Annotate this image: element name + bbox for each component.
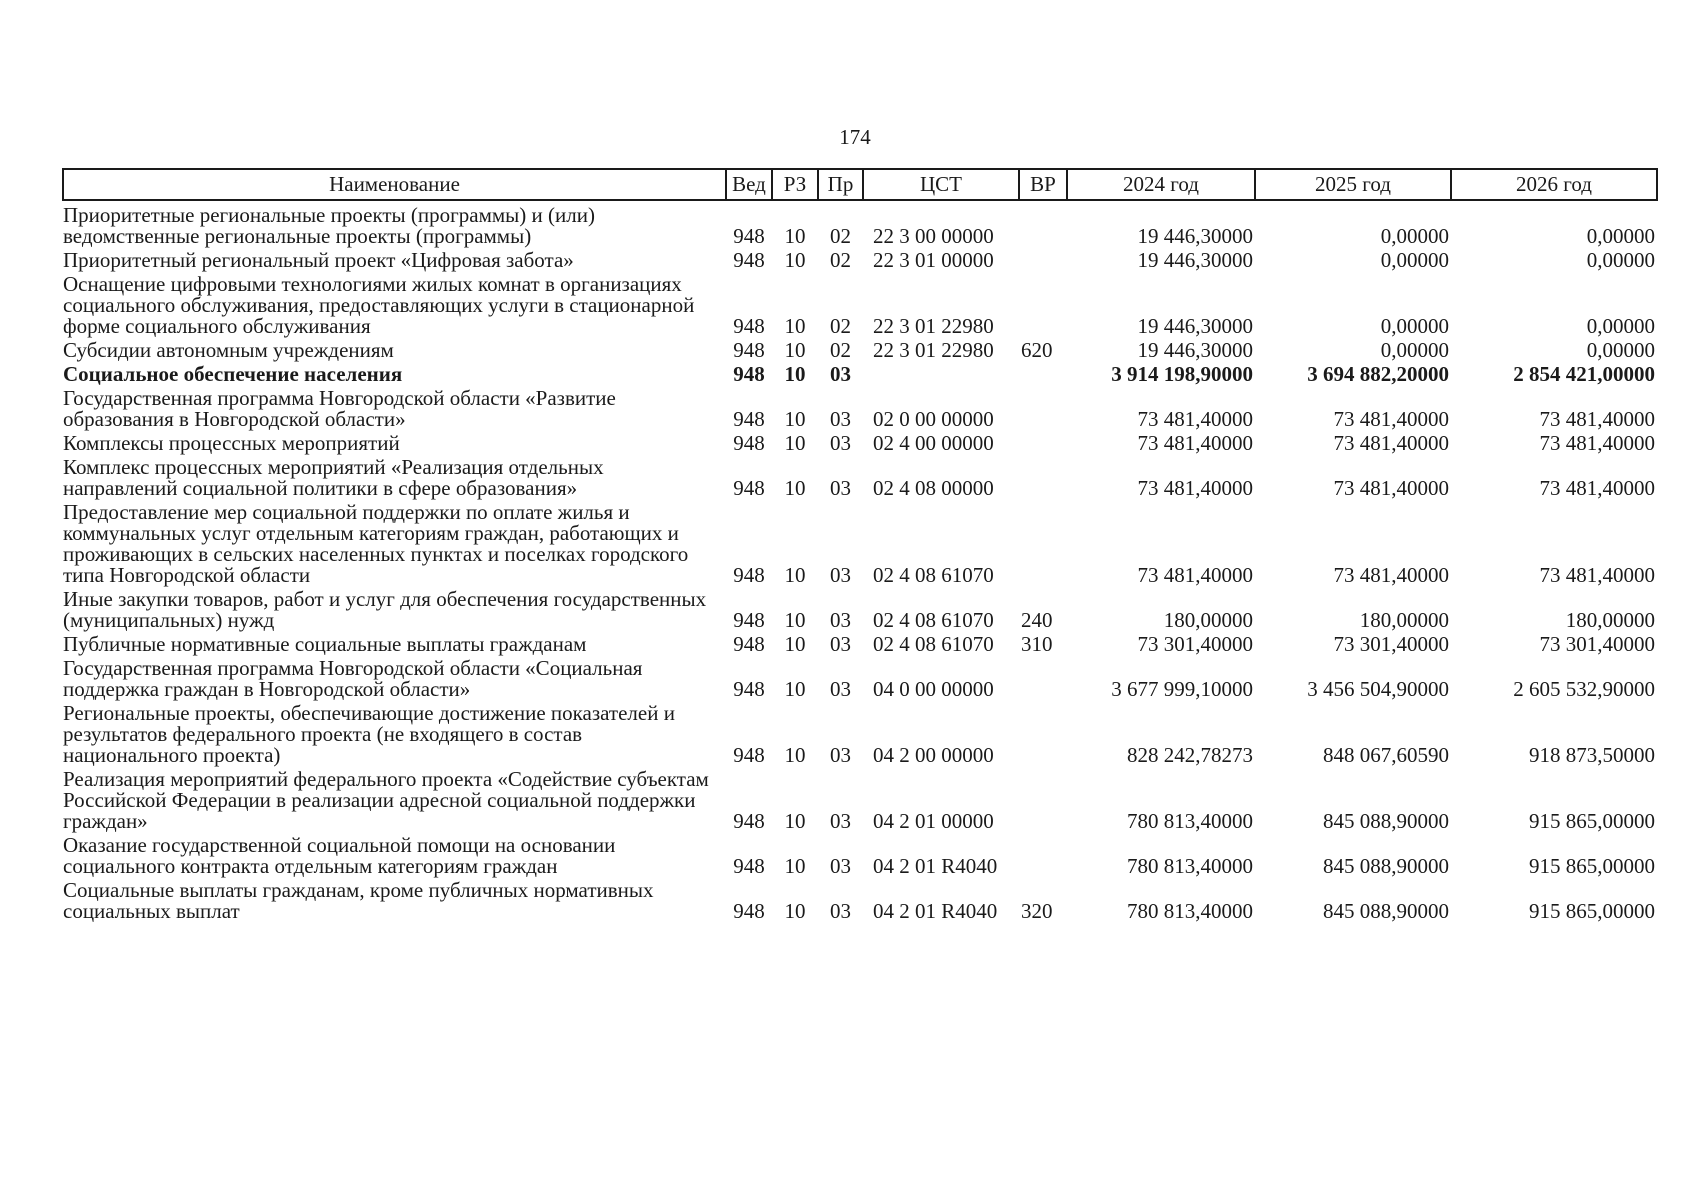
row-ved: 948 <box>733 632 765 656</box>
row-cst: 02 4 08 61070 <box>873 608 994 632</box>
row-pr: 03 <box>830 899 851 923</box>
row-ved: 948 <box>733 407 765 431</box>
row-name: Социальные выплаты гражданам, кроме публичных нормативных социальных выплат <box>63 878 654 923</box>
row-ved: 948 <box>733 362 765 386</box>
table-row <box>63 703 1657 769</box>
row-amount-2026: 73 481,40000 <box>1539 476 1655 500</box>
row-vr <box>1019 703 1067 769</box>
row-pr: 02 <box>830 224 851 248</box>
row-cst: 22 3 01 22980 <box>873 338 994 362</box>
row-vr: 240 <box>1021 608 1053 632</box>
row-amount-2025: 845 088,90000 <box>1323 809 1449 833</box>
row-amount-2024: 3 677 999,10000 <box>1111 677 1253 701</box>
row-amount-2026: 0,00000 <box>1586 224 1655 248</box>
table-row <box>63 658 1657 703</box>
row-pr: 03 <box>830 431 851 455</box>
row-vr <box>1019 388 1067 433</box>
row-amount-2025: 0,00000 <box>1380 224 1449 248</box>
row-name: Социальное обеспечение населения <box>63 362 403 386</box>
row-amount-2025: 73 481,40000 <box>1333 476 1449 500</box>
header-2025: 2025 год <box>1255 169 1451 200</box>
table-row <box>63 200 1657 250</box>
row-pr: 03 <box>830 809 851 833</box>
row-name: Приоритетные региональные проекты (программы) и (или) ведомственные региональные проекты (программы) <box>63 203 595 248</box>
row-amount-2024: 19 446,30000 <box>1137 248 1253 272</box>
row-pr: 03 <box>830 563 851 587</box>
row-amount-2025: 3 456 504,90000 <box>1307 677 1449 701</box>
header-2026: 2026 год <box>1451 169 1657 200</box>
row-vr <box>1019 502 1067 589</box>
page-number: 174 <box>839 125 871 149</box>
header-vr: ВР <box>1019 169 1067 200</box>
row-cst: 04 2 01 R4040 <box>873 899 998 923</box>
row-ved: 948 <box>733 608 765 632</box>
row-amount-2026: 2 854 421,00000 <box>1513 362 1655 386</box>
table-header <box>63 169 1657 200</box>
row-cst: 22 3 01 00000 <box>873 248 994 272</box>
row-ved: 948 <box>733 338 765 362</box>
row-amount-2024: 19 446,30000 <box>1137 338 1253 362</box>
row-name: Реализация мероприятий федерального проекта «Содействие субъектам Российской Федерации в реализации адресной социальной поддержки граждан» <box>63 767 709 833</box>
row-pr: 02 <box>830 314 851 338</box>
row-amount-2026: 73 481,40000 <box>1539 407 1655 431</box>
row-pr: 03 <box>830 854 851 878</box>
row-rz: 10 <box>784 224 806 248</box>
row-amount-2025: 73 481,40000 <box>1333 563 1449 587</box>
row-rz: 10 <box>784 362 806 386</box>
row-ved: 948 <box>733 809 765 833</box>
row-amount-2024: 73 481,40000 <box>1137 476 1253 500</box>
header-ved: Вед <box>726 169 772 200</box>
header-2024: 2024 год <box>1067 169 1255 200</box>
row-ved: 948 <box>733 677 765 701</box>
row-vr <box>1019 457 1067 502</box>
row-rz: 10 <box>784 407 806 431</box>
row-amount-2024: 19 446,30000 <box>1137 314 1253 338</box>
row-vr <box>1019 835 1067 880</box>
row-name: Региональные проекты, обеспечивающие достижение показателей и результатов федерального проекта (не входящего в состав национального проекта) <box>63 701 675 767</box>
row-name: Субсидии автономным учреждениям <box>63 338 394 362</box>
row-rz: 10 <box>784 632 806 656</box>
row-amount-2025: 0,00000 <box>1380 338 1449 362</box>
table-row <box>63 388 1657 433</box>
row-amount-2024: 780 813,40000 <box>1127 854 1253 878</box>
row-name: Предоставление мер социальной поддержки по оплате жилья и коммунальных услуг отдельным категориям граждан, работающих и проживающих в сельских населенных пунктах и поселках городского типа Новгородской области <box>63 500 689 587</box>
row-rz: 10 <box>784 608 806 632</box>
row-rz: 10 <box>784 854 806 878</box>
table-row <box>63 433 1657 457</box>
table-row <box>63 340 1657 364</box>
row-rz: 10 <box>784 899 806 923</box>
row-amount-2026: 918 873,50000 <box>1529 743 1655 767</box>
row-amount-2025: 73 481,40000 <box>1333 431 1449 455</box>
row-cst: 04 2 01 00000 <box>873 809 994 833</box>
row-amount-2025: 845 088,90000 <box>1323 854 1449 878</box>
budget-table <box>62 168 1658 925</box>
row-cst: 02 4 08 00000 <box>873 476 994 500</box>
table-row <box>63 364 1657 388</box>
row-cst: 02 0 00 00000 <box>873 407 994 431</box>
row-rz: 10 <box>784 476 806 500</box>
row-vr <box>1019 250 1067 274</box>
row-amount-2024: 73 481,40000 <box>1137 431 1253 455</box>
row-name: Публичные нормативные социальные выплаты гражданам <box>63 632 587 656</box>
row-rz: 10 <box>784 809 806 833</box>
row-vr: 620 <box>1021 338 1053 362</box>
row-amount-2025: 180,00000 <box>1359 608 1449 632</box>
row-amount-2024: 73 481,40000 <box>1137 563 1253 587</box>
row-pr: 03 <box>830 608 851 632</box>
header-rz: РЗ <box>772 169 818 200</box>
row-ved: 948 <box>733 248 765 272</box>
row-ved: 948 <box>733 563 765 587</box>
row-rz: 10 <box>784 431 806 455</box>
row-name: Государственная программа Новгородской области «Социальная поддержка граждан в Новгородской области» <box>63 656 643 701</box>
row-name: Комплексы процессных мероприятий <box>63 431 400 455</box>
row-amount-2025: 0,00000 <box>1380 248 1449 272</box>
header-cst: ЦСТ <box>863 169 1019 200</box>
row-pr: 03 <box>830 632 851 656</box>
row-pr: 03 <box>830 362 851 386</box>
row-pr: 02 <box>830 338 851 362</box>
row-amount-2026: 915 865,00000 <box>1529 809 1655 833</box>
row-amount-2025: 848 067,60590 <box>1323 743 1449 767</box>
row-cst: 22 3 01 22980 <box>873 314 994 338</box>
row-vr <box>1019 658 1067 703</box>
row-amount-2026: 2 605 532,90000 <box>1513 677 1655 701</box>
table-row <box>63 250 1657 274</box>
row-vr <box>1019 769 1067 835</box>
row-amount-2025: 73 481,40000 <box>1333 407 1449 431</box>
row-cst: 02 4 08 61070 <box>873 632 994 656</box>
table-body <box>63 200 1657 925</box>
row-amount-2026: 73 481,40000 <box>1539 431 1655 455</box>
header-row <box>63 169 1657 200</box>
row-cst: 04 2 01 R4040 <box>873 854 998 878</box>
row-cst <box>863 364 1019 388</box>
row-rz: 10 <box>784 677 806 701</box>
row-rz: 10 <box>784 314 806 338</box>
table-row <box>63 634 1657 658</box>
table-row <box>63 502 1657 589</box>
row-vr <box>1019 433 1067 457</box>
row-pr: 03 <box>830 476 851 500</box>
table-row <box>63 274 1657 340</box>
row-amount-2025: 3 694 882,20000 <box>1307 362 1449 386</box>
row-cst: 02 4 00 00000 <box>873 431 994 455</box>
row-amount-2025: 845 088,90000 <box>1323 899 1449 923</box>
header-pr: Пр <box>818 169 863 200</box>
row-vr <box>1019 274 1067 340</box>
row-amount-2026: 73 301,40000 <box>1539 632 1655 656</box>
row-pr: 03 <box>830 743 851 767</box>
row-amount-2026: 0,00000 <box>1586 338 1655 362</box>
row-amount-2026: 915 865,00000 <box>1529 899 1655 923</box>
row-amount-2026: 0,00000 <box>1586 314 1655 338</box>
row-ved: 948 <box>733 431 765 455</box>
row-cst: 04 0 00 00000 <box>873 677 994 701</box>
row-rz: 10 <box>784 563 806 587</box>
table-row <box>63 589 1657 634</box>
row-cst: 04 2 00 00000 <box>873 743 994 767</box>
row-cst: 22 3 00 00000 <box>873 224 994 248</box>
row-name: Иные закупки товаров, работ и услуг для обеспечения государственных (муниципальных) нужд <box>63 587 707 632</box>
row-rz: 10 <box>784 743 806 767</box>
row-amount-2024: 3 914 198,90000 <box>1111 362 1253 386</box>
row-amount-2025: 0,00000 <box>1380 314 1449 338</box>
row-ved: 948 <box>733 224 765 248</box>
row-name: Комплекс процессных мероприятий «Реализация отдельных направлений социальной политики в сфере образования» <box>63 455 604 500</box>
row-amount-2026: 915 865,00000 <box>1529 854 1655 878</box>
row-amount-2026: 0,00000 <box>1586 248 1655 272</box>
row-pr: 02 <box>830 248 851 272</box>
row-ved: 948 <box>733 314 765 338</box>
row-ved: 948 <box>733 854 765 878</box>
row-cst: 02 4 08 61070 <box>873 563 994 587</box>
row-vr: 320 <box>1021 899 1053 923</box>
row-name: Приоритетный региональный проект «Цифровая забота» <box>63 248 574 272</box>
row-name: Оснащение цифровыми технологиями жилых комнат в организациях социального обслуживания, предоставляющих услуги в стационарной форме социального обслуживания <box>63 272 695 338</box>
table-row <box>63 835 1657 880</box>
row-name: Оказание государственной социальной помощи на основании социального контракта отдельным категориям граждан <box>63 833 616 878</box>
row-vr: 310 <box>1021 632 1053 656</box>
row-amount-2024: 19 446,30000 <box>1137 224 1253 248</box>
row-amount-2024: 780 813,40000 <box>1127 899 1253 923</box>
row-amount-2024: 73 301,40000 <box>1137 632 1253 656</box>
row-amount-2024: 780 813,40000 <box>1127 809 1253 833</box>
row-ved: 948 <box>733 743 765 767</box>
row-vr <box>1019 200 1067 250</box>
row-rz: 10 <box>784 248 806 272</box>
row-name: Государственная программа Новгородской области «Развитие образования в Новгородской области» <box>63 386 616 431</box>
row-amount-2025: 73 301,40000 <box>1333 632 1449 656</box>
row-amount-2024: 828 242,78273 <box>1127 743 1253 767</box>
table-row <box>63 880 1657 925</box>
row-rz: 10 <box>784 338 806 362</box>
row-pr: 03 <box>830 407 851 431</box>
row-amount-2026: 180,00000 <box>1565 608 1655 632</box>
row-vr <box>1019 364 1067 388</box>
table-row <box>63 457 1657 502</box>
row-amount-2024: 73 481,40000 <box>1137 407 1253 431</box>
row-amount-2024: 180,00000 <box>1163 608 1253 632</box>
row-ved: 948 <box>733 476 765 500</box>
table-row <box>63 769 1657 835</box>
row-amount-2026: 73 481,40000 <box>1539 563 1655 587</box>
row-pr: 03 <box>830 677 851 701</box>
header-name: Наименование <box>63 169 726 200</box>
row-ved: 948 <box>733 899 765 923</box>
